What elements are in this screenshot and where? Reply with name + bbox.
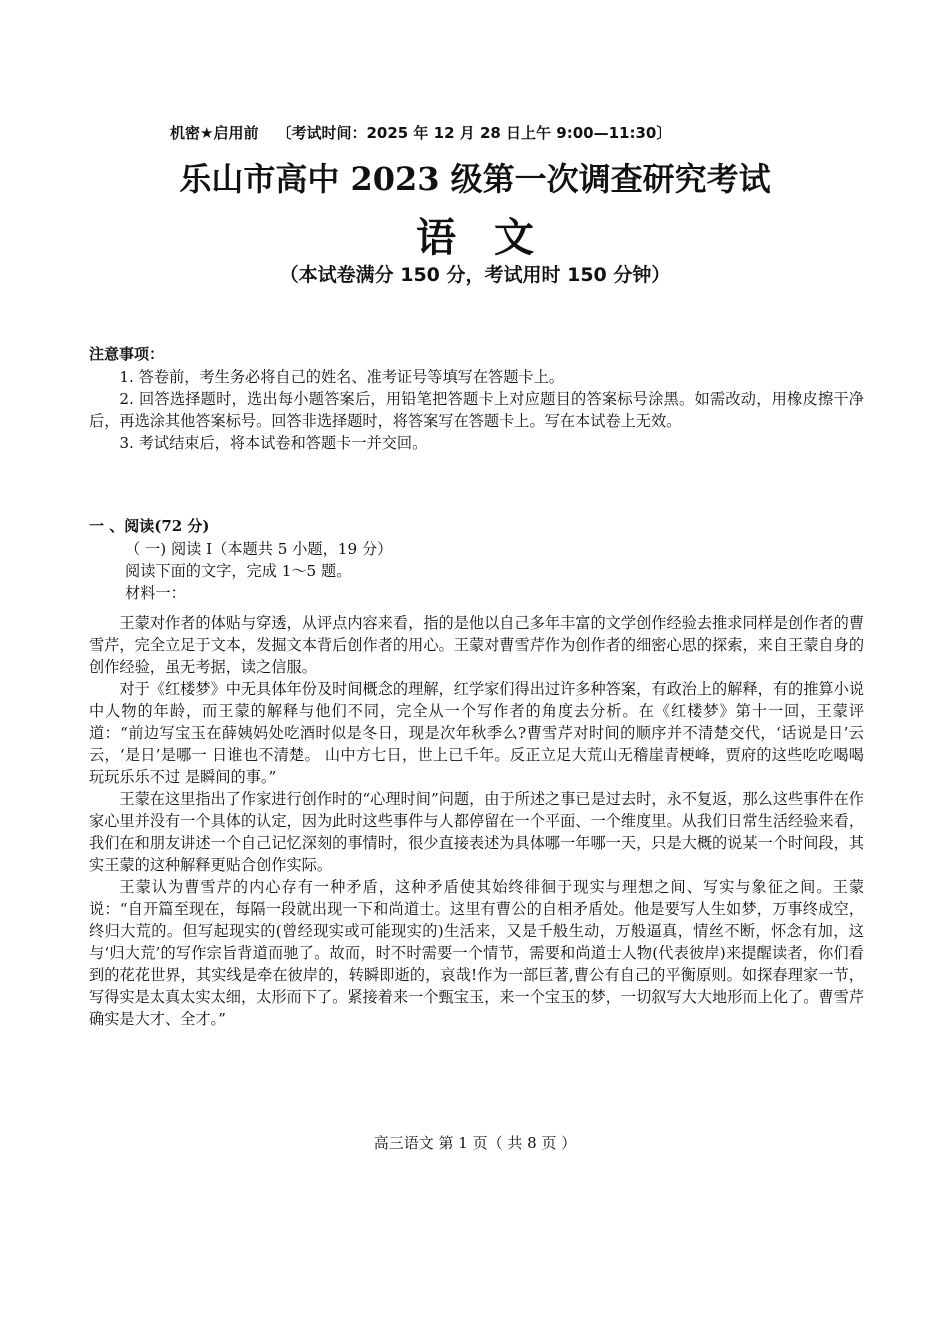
material-label: 材料一： (125, 584, 186, 602)
section-intro (89, 538, 864, 604)
passage-paragraph: 王蒙认为曹雪芹的内心存有一种矛盾，这种矛盾使其始终徘徊于现实与理想之间、写实与象征之间。王蒙说：“自开篇至现在，每隔一段就出现一下和尚道士。这里有曹公的自相矛盾处。他是要写人生如梦，万事终成空，终归大荒的。但写起现实的(曾经现实或可能现实的)生活来，又是千般生动，万般逼真，情丝不断，怀念有加，这与‘归大荒’的写作宗旨背道而驰了。故而，时不时需要一个情节，需要和尚道士人物(代表彼岸)来提醒读者，你们看到的花花世界，其实线是牵在彼岸的，转瞬即逝的，哀哉!作为一部巨著,曹公有自己的平衡原则。如探春理家一节，写得实是太真太实太细，太形而下了。紧接着来一个甄宝玉，来一个宝玉的梦，一切叙写大大地形而上化了。曹雪芹确实是大才、全才。” (89, 878, 864, 1028)
exam-title: 乐山市高中 2023 级第一次调查研究考试 (179, 160, 771, 198)
subject-title (0, 206, 950, 263)
score-note: （本试卷满分 150 分，考试用时 150 分钟） (279, 264, 671, 286)
confidential-line (170, 122, 671, 143)
passage-paragraph: 王蒙对作者的体贴与穿透，从评点内容来看，指的是他以自己多年丰富的文学创作经验去推求同样是创作者的曹雪芹，完全立足于文本，发掘文本背后创作者的用心。王蒙对曹雪芹作为创作者的细密心思的探索，来自王蒙自身的创作经验，虽无考据，读之信服。 (89, 614, 864, 676)
passage-paragraph: 对于《红楼梦》中无具体年份及时间概念的理解，红学家们得出过许多种答案，有政治上的解释，有的推算小说中人物的年龄，而王蒙的解释与他们不同，完全从一个写作者的角度去分析。在《红楼梦》第十一回，王蒙评道：“前边写宝玉在薛姨妈处吃酒时似是冬日，现是次年秋季么?曹雪芹对时间的顺序并不清楚交代，‘话说是日’云云，‘是日’是哪一 日谁也不清楚。 山中方七日，世上已千年。反正立足大荒山无稽崖青梗峰，贾府的这些吃吃喝喝玩玩乐乐不过 是瞬间的事。” (89, 680, 864, 786)
subject-char-2: 文 (494, 214, 534, 261)
page-footer: 高三语文 第 1 页（ 共 8 页 ） (373, 1134, 577, 1152)
section-heading: 一 、阅读(72 分) (89, 517, 210, 535)
passage (89, 612, 864, 1030)
exam-time: 〔考试时间：2025 年 12 月 28 日上午 9:00—11:30〕 (276, 124, 672, 142)
notes-heading: 注意事项： (89, 345, 165, 363)
sub-heading: （ 一) 阅读 I（本题共 5 小题，19 分） (125, 540, 393, 558)
subject-char-1: 语 (416, 214, 456, 261)
confidential-label: 机密★启用前 (170, 124, 259, 142)
instruction: 阅读下面的文字，完成 1～5 题。 (125, 562, 352, 580)
note-item: 2. 回答选择题时，选出每小题答案后，用铅笔把答题卡上对应题目的答案标号涂黑。如需改动，用橡皮擦干净后，再选涂其他答案标号。回答非选择题时，将答案写在答题卡上。写在本试卷上无效。 (89, 390, 864, 430)
note-item: 3. 考试结束后，将本试卷和答题卡一并交回。 (119, 434, 428, 452)
notes-list (89, 366, 864, 454)
note-item: 1. 答卷前，考生务必将自己的姓名、准考证号等填写在答题卡上。 (119, 368, 564, 386)
passage-paragraph: 王蒙在这里指出了作家进行创作时的“心理时间”问题，由于所述之事已是过去时，永不复返，那么这些事件在作家心里并没有一个具体的认定，因为此时这些事件与人都停留在一个平面、一个维度里。从我们日常生活经验来看，我们在和朋友讲述一个自己记忆深刻的事情时，很少直接表述为具体哪一年哪一天，只是大概的说某一个时间段，其实王蒙的这种解释更贴合创作实际。 (89, 790, 864, 874)
